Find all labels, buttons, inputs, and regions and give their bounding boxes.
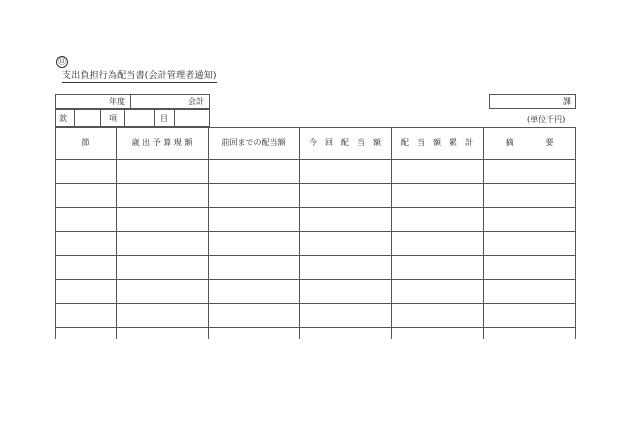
col-header-previous: 前回までの配当額: [221, 138, 286, 147]
col-header-budget: 歳 出 予 算 現 額: [131, 138, 193, 147]
row-line: [55, 183, 576, 184]
year-label: 年度: [109, 97, 125, 106]
year-divider: [130, 94, 131, 109]
unit-label: (単位千円): [527, 115, 566, 124]
document-title: 支出負担行為配当書(会計管理者通知): [62, 71, 217, 81]
row-line: [55, 327, 576, 328]
header-bottom-line: [55, 159, 576, 160]
row-line: [55, 207, 576, 208]
kou-divider: [124, 109, 125, 127]
moku-divider: [174, 109, 175, 127]
row-line: [55, 231, 576, 232]
moku-label-divider: [154, 109, 155, 127]
row-line: [55, 303, 576, 304]
col-header-current: 今 回 配 当 額: [309, 138, 381, 147]
kan-divider: [74, 109, 75, 127]
row-line: [55, 279, 576, 280]
year-accounting-box: [55, 94, 210, 109]
moku-label: 目: [160, 114, 168, 123]
kou-label-divider: [100, 109, 101, 127]
number-mark: ⑪: [58, 57, 66, 66]
col-header-setsu: 節: [81, 138, 90, 147]
col-header-remarks: 摘 要: [505, 138, 554, 147]
section-label: 課: [563, 97, 571, 106]
kou-label: 項: [109, 114, 117, 123]
kan-label: 款: [59, 114, 67, 123]
col-header-cumulative: 配 当 額 累 計: [401, 138, 473, 147]
row-line: [55, 255, 576, 256]
accounting-label: 会計: [188, 97, 204, 106]
budget-item-box: [55, 109, 210, 127]
